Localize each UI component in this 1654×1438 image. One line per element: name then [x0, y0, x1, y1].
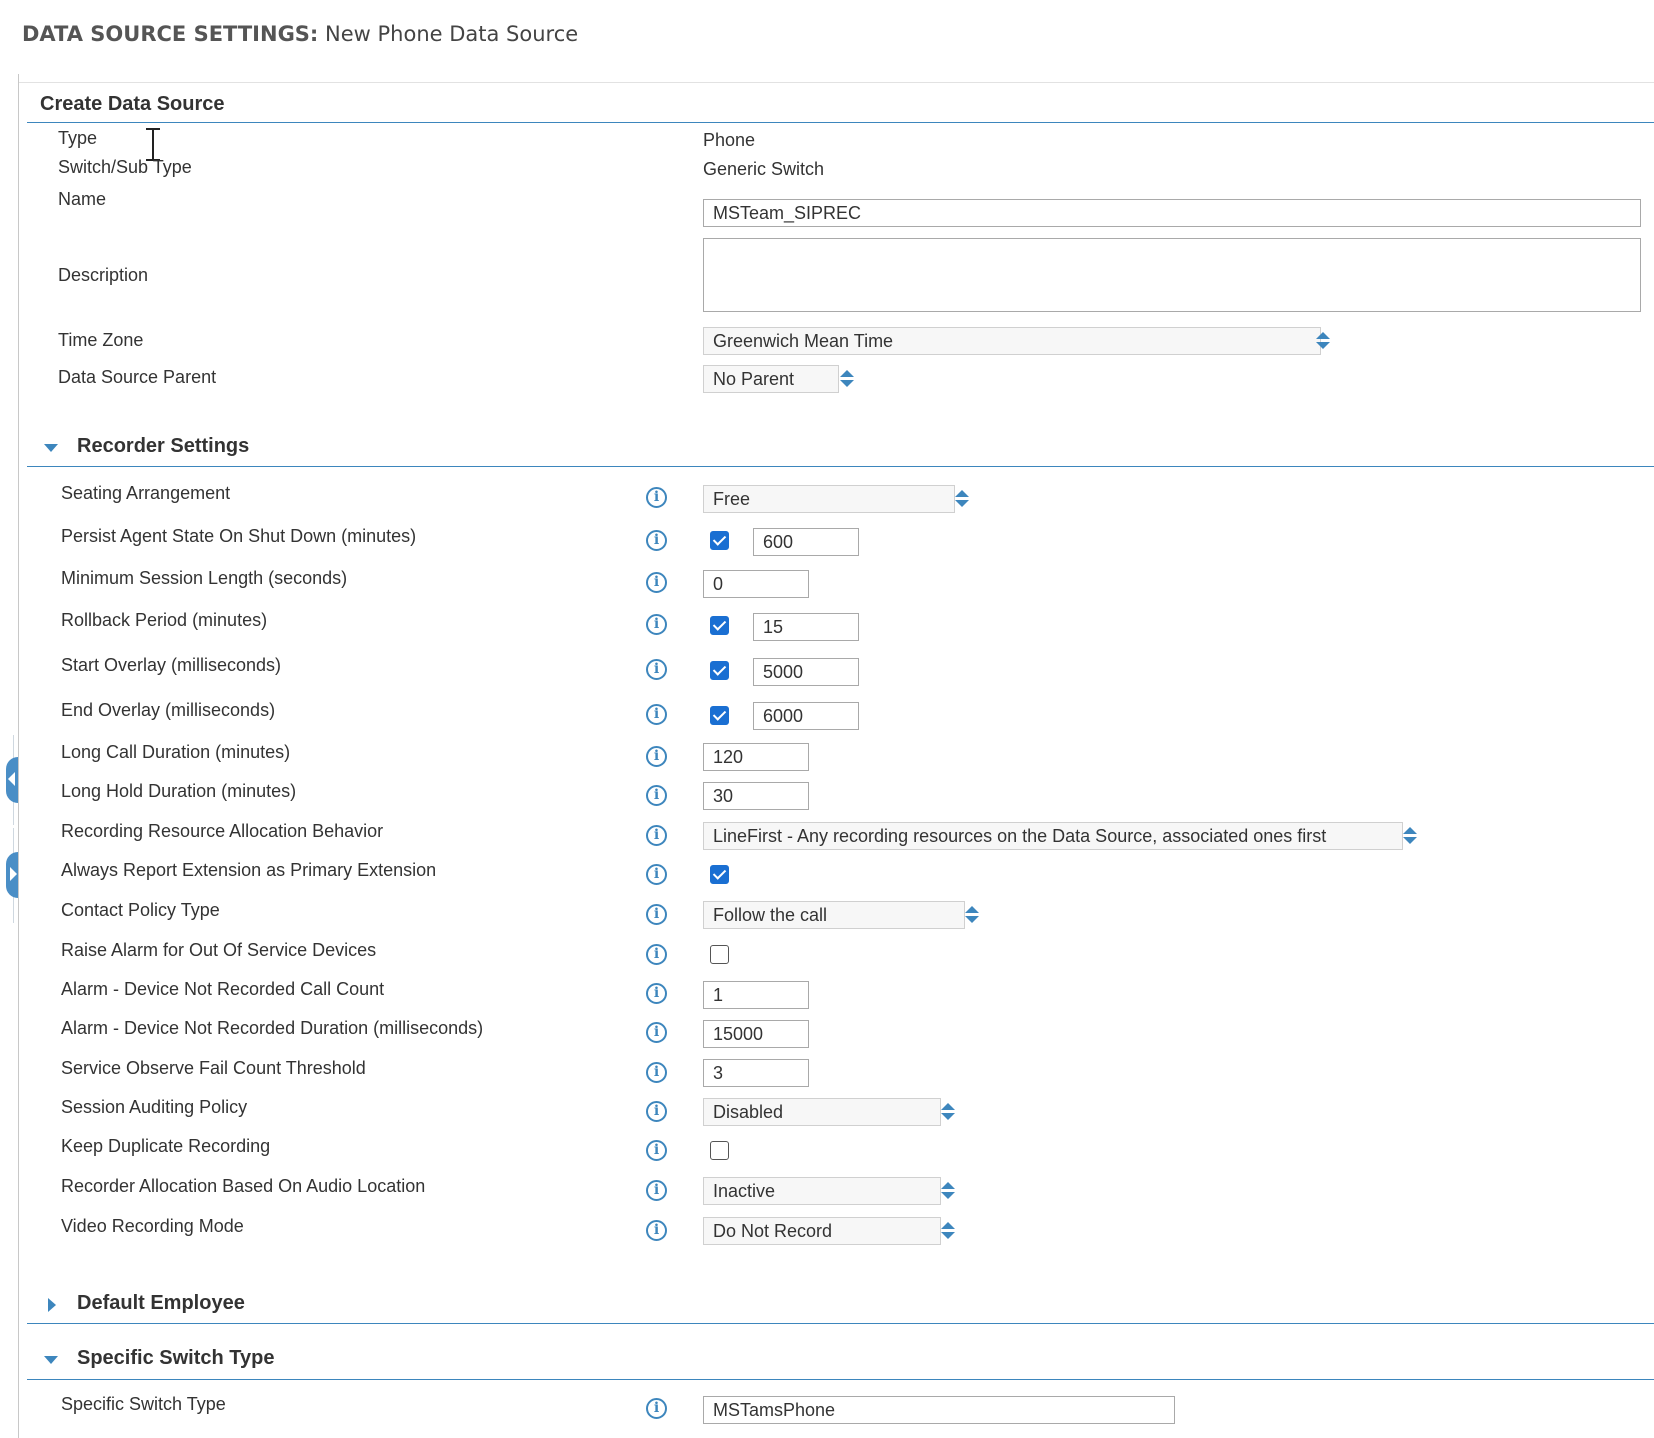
name-label: Name [58, 189, 107, 209]
contact-policy-spinner-icon[interactable] [965, 904, 979, 926]
expand-panel-handle[interactable] [6, 852, 18, 898]
info-icon[interactable]: i [646, 1398, 667, 1419]
minimum-session-length-input[interactable] [703, 570, 809, 598]
section-divider [27, 122, 1654, 123]
section-divider [27, 1323, 1654, 1324]
type-value: Phone [703, 130, 756, 150]
keep-duplicate-recording-checkbox[interactable] [710, 1141, 729, 1160]
info-icon[interactable]: i [646, 1022, 667, 1043]
service-observe-threshold-input[interactable] [703, 1059, 809, 1087]
recording-resource-allocation-select[interactable] [703, 822, 1403, 850]
persist-agent-state-checkbox[interactable] [710, 531, 729, 550]
video-mode-spinner-icon[interactable] [941, 1220, 955, 1242]
end-overlay-checkbox[interactable] [710, 706, 729, 725]
video-recording-mode-select[interactable] [703, 1217, 941, 1245]
persist-agent-state-label: Persist Agent State On Shut Down (minutes) [61, 526, 417, 546]
data-source-parent-selected: No Parent [713, 369, 795, 389]
data-source-parent-select[interactable] [703, 365, 839, 393]
section-divider [27, 1379, 1654, 1380]
info-icon[interactable]: i [646, 1180, 667, 1201]
rollback-period-label: Rollback Period (minutes) [61, 610, 268, 630]
seating-arrangement-select[interactable] [703, 485, 955, 513]
switch-sub-type-value: Generic Switch [703, 159, 825, 179]
info-icon[interactable]: i [646, 572, 667, 593]
audio-location-spinner-icon[interactable] [941, 1180, 955, 1202]
switch-sub-type-label: Switch/Sub Type [58, 157, 192, 177]
collapse-left-panel-handle[interactable] [6, 757, 18, 803]
info-icon[interactable]: i [646, 904, 667, 925]
info-icon[interactable]: i [646, 864, 667, 885]
minimum-session-length-label: Minimum Session Length (seconds) [61, 568, 348, 588]
info-icon[interactable]: i [646, 1220, 667, 1241]
time-zone-spinner-icon[interactable] [1316, 330, 1330, 352]
raise-alarm-label: Raise Alarm for Out Of Service Devices [61, 940, 377, 960]
long-call-duration-label: Long Call Duration (minutes) [61, 742, 291, 762]
caret-down-icon[interactable] [44, 1356, 58, 1364]
keep-duplicate-recording-label: Keep Duplicate Recording [61, 1136, 271, 1156]
alarm-duration-input[interactable] [703, 1020, 809, 1048]
info-icon[interactable]: i [646, 614, 667, 635]
video-recording-mode-selected: Do Not Record [713, 1221, 833, 1241]
audio-location-allocation-selected: Inactive [713, 1181, 776, 1201]
name-input[interactable] [703, 199, 1641, 227]
info-icon[interactable]: i [646, 1062, 667, 1083]
type-label: Type [58, 128, 98, 148]
session-auditing-policy-label: Session Auditing Policy [61, 1097, 248, 1117]
session-auditing-spinner-icon[interactable] [941, 1101, 955, 1123]
alarm-duration-label: Alarm - Device Not Recorded Duration (milliseconds) [61, 1018, 484, 1038]
end-overlay-label: End Overlay (milliseconds) [61, 700, 276, 720]
info-icon[interactable]: i [646, 1140, 667, 1161]
data-source-parent-spinner-icon[interactable] [840, 368, 854, 390]
contact-policy-type-label: Contact Policy Type [61, 900, 220, 920]
info-icon[interactable]: i [646, 944, 667, 965]
recording-resource-allocation-label: Recording Resource Allocation Behavior [61, 821, 384, 841]
recorder-settings-title[interactable]: Recorder Settings [77, 435, 250, 457]
alarm-call-count-input[interactable] [703, 981, 809, 1009]
seating-arrangement-selected: Free [713, 489, 751, 509]
session-auditing-policy-select[interactable] [703, 1098, 941, 1126]
contact-policy-type-selected: Follow the call [713, 905, 828, 925]
seating-arrangement-label: Seating Arrangement [61, 483, 231, 503]
info-icon[interactable]: i [646, 825, 667, 846]
data-source-parent-label: Data Source Parent [58, 367, 217, 387]
info-icon[interactable]: i [646, 746, 667, 767]
contact-policy-type-select[interactable] [703, 901, 965, 929]
start-overlay-label: Start Overlay (milliseconds) [61, 655, 282, 675]
recording-resource-allocation-selected: LineFirst - Any recording resources on the Data Source, associated ones first [713, 826, 1327, 846]
page-title [22, 22, 578, 54]
page-title-value: New Phone Data Source [325, 22, 579, 46]
arrow-left-icon [8, 772, 15, 786]
time-zone-label: Time Zone [58, 330, 144, 350]
long-call-duration-input[interactable] [703, 743, 809, 771]
always-report-extension-checkbox[interactable] [710, 865, 729, 884]
end-overlay-input[interactable] [753, 702, 859, 730]
raise-alarm-checkbox[interactable] [710, 945, 729, 964]
persist-agent-state-input[interactable] [753, 528, 859, 556]
info-icon[interactable]: i [646, 487, 667, 508]
start-overlay-input[interactable] [753, 658, 859, 686]
info-icon[interactable]: i [646, 1101, 667, 1122]
section-divider [27, 466, 1654, 467]
seating-spinner-icon[interactable] [955, 488, 969, 510]
audio-location-allocation-label: Recorder Allocation Based On Audio Location [61, 1176, 426, 1196]
header-divider [18, 82, 1654, 83]
arrow-right-icon [10, 867, 17, 881]
alarm-call-count-label: Alarm - Device Not Recorded Call Count [61, 979, 385, 999]
description-label: Description [58, 265, 149, 285]
start-overlay-checkbox[interactable] [710, 661, 729, 680]
info-icon[interactable]: i [646, 983, 667, 1004]
page-title-label: DATA SOURCE SETTINGS: [22, 22, 319, 46]
always-report-extension-label: Always Report Extension as Primary Extension [61, 860, 437, 880]
info-icon[interactable]: i [646, 530, 667, 551]
time-zone-select[interactable] [703, 327, 1321, 355]
info-icon[interactable]: i [646, 704, 667, 725]
create-data-source-title: Create Data Source [40, 93, 225, 115]
service-observe-threshold-label: Service Observe Fail Count Threshold [61, 1058, 366, 1078]
specific-switch-type-title[interactable]: Specific Switch Type [77, 1347, 275, 1369]
caret-down-icon[interactable] [44, 444, 58, 452]
info-icon[interactable]: i [646, 659, 667, 680]
default-employee-title[interactable]: Default Employee [77, 1292, 245, 1314]
time-zone-selected: Greenwich Mean Time [713, 331, 894, 351]
audio-location-allocation-select[interactable] [703, 1177, 941, 1205]
video-recording-mode-label: Video Recording Mode [61, 1216, 244, 1236]
rollback-period-input[interactable] [753, 613, 859, 641]
allocation-spinner-icon[interactable] [1403, 825, 1417, 847]
specific-switch-type-label: Specific Switch Type [61, 1394, 226, 1414]
long-hold-duration-label: Long Hold Duration (minutes) [61, 781, 297, 801]
caret-right-icon[interactable] [48, 1298, 56, 1312]
rollback-period-checkbox[interactable] [710, 616, 729, 635]
session-auditing-policy-selected: Disabled [713, 1102, 784, 1122]
description-textarea[interactable] [703, 238, 1641, 312]
specific-switch-type-input[interactable] [703, 1396, 1175, 1424]
info-icon[interactable]: i [646, 785, 667, 806]
long-hold-duration-input[interactable] [703, 782, 809, 810]
panel-left-border [18, 74, 19, 1438]
